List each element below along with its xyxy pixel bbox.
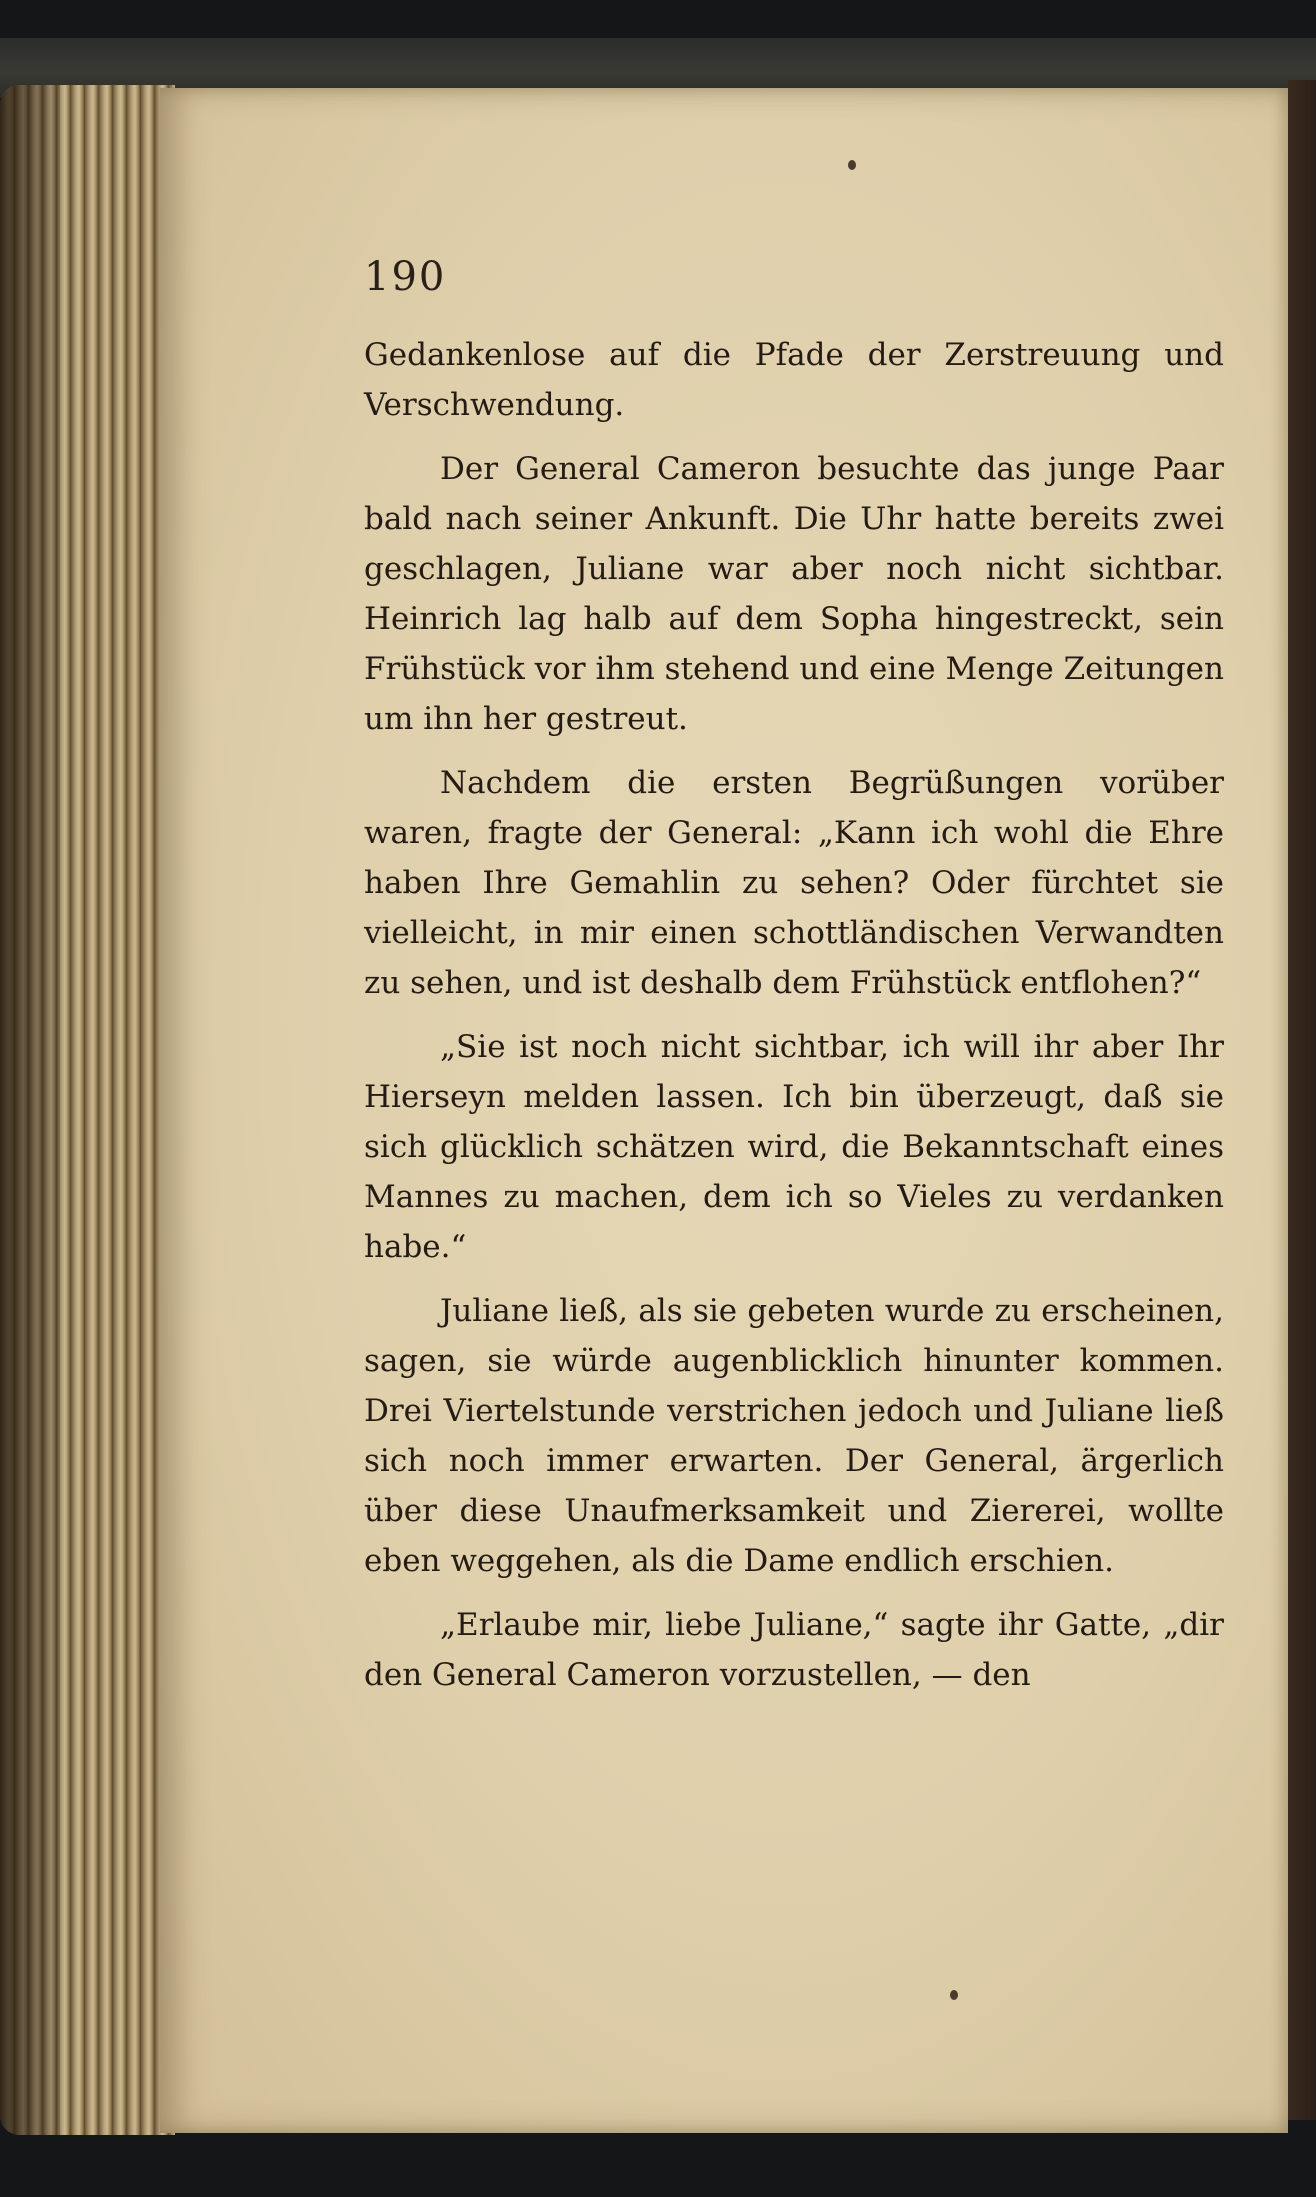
paper-speck [848,160,856,170]
page-number: 190 [364,254,447,300]
paragraph: „Sie ist noch nicht sichtbar, ich will ihr aber Ihr Hierseyn melden lassen. Ich bin überzeugt, daß sie sich glücklich schätzen wird, die Bekanntschaft eines Mannes zu machen, dem ich so Vieles zu verdanken habe.“ [364,1029,1224,1265]
paragraph: Der General Cameron besuchte das junge Paar bald nach seiner Ankunft. Die Uhr hatte bereits zwei geschlagen, Juliane war aber noch nicht sichtbar. Heinrich lag halb auf dem Sopha hingestreckt, sein Frühstück vor ihm stehend und eine Menge Zeitungen um ihn her gestreut. [364,451,1224,737]
paragraph: „Erlaube mir, liebe Juliane,“ sagte ihr Gatte, „dir den General Cameron vorzustellen, — den [364,1607,1224,1693]
body-text [364,330,1224,1714]
paragraph: Juliane ließ, als sie gebeten wurde zu erscheinen, sagen, sie würde augenblicklich hinunter kommen. Drei Viertelstunde verstrichen jedoch und Juliane ließ sich noch immer erwarten. Der General, ärgerlich über diese Unaufmerksamkeit und Ziererei, wollte eben weggehen, als die Dame endlich erschien. [364,1293,1224,1579]
book-cover-right [1288,80,1316,2120]
paragraph: Gedankenlose auf die Pfade der Zerstreuung und Verschwendung. [364,337,1224,423]
paragraph: Nachdem die ersten Begrüßungen vorüber waren, fragte der General: „Kann ich wohl die Ehre haben Ihre Gemahlin zu sehen? Oder fürchtet sie vielleicht, in mir einen schottländischen Verwandten zu sehen, und ist deshalb dem Frühstück entflohen?“ [364,765,1224,1001]
paper-speck [950,1990,958,2000]
page-edges-shadow [0,85,60,2135]
